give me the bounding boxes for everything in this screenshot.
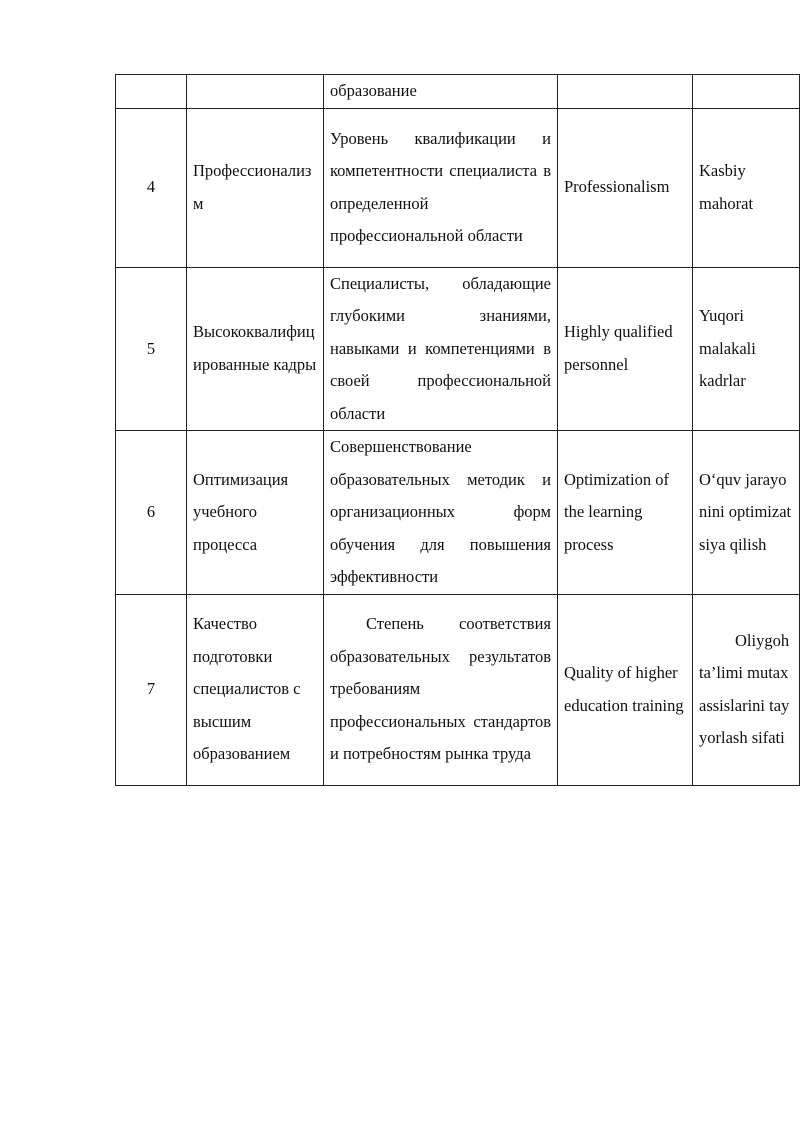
term-en-cell: Optimization of the learning process [558, 431, 693, 595]
glossary-table [115, 74, 800, 786]
row-number-cell: 6 [116, 431, 187, 595]
definition-cell: Степень соответствия образовательных результатов требованиям профессиональных стандартов и потребностям рынка труда [324, 594, 558, 785]
table-row [116, 267, 800, 431]
term-ru-cell: Высококвалифицированные кадры [187, 267, 324, 431]
definition-cell: Уровень квалификации и компетентности специалиста в определенной профессиональной области [324, 108, 558, 267]
term-ru-cell: Профессионализм [187, 108, 324, 267]
term-uz-cell: O‘quv jarayonini optimizatsiya qilish [693, 431, 800, 595]
term-uz-cell: Yuqori malakali kadrlar [693, 267, 800, 431]
term-ru-cell: Оптимизация учебного процесса [187, 431, 324, 595]
term-en-cell: Professionalism [558, 108, 693, 267]
term-en-cell: Highly qualified personnel [558, 267, 693, 431]
table-row [116, 431, 800, 595]
definition-cell: Специалисты, обладающие глубокими знаниями, навыками и компетенциями в своей профессиональной области [324, 267, 558, 431]
row-number-cell [116, 75, 187, 109]
table-row [116, 108, 800, 267]
definition-cell: Совершенствование образовательных методик и организационных форм обучения для повышения эффективности [324, 431, 558, 595]
term-uz-cell: Kasbiy mahorat [693, 108, 800, 267]
table-row [116, 75, 800, 109]
definition-cell: образование [324, 75, 558, 109]
term-en-cell [558, 75, 693, 109]
row-number-cell: 7 [116, 594, 187, 785]
row-number-cell: 5 [116, 267, 187, 431]
term-ru-cell: Качество подготовки специалистов с высшим образованием [187, 594, 324, 785]
table-row [116, 594, 800, 785]
row-number-cell: 4 [116, 108, 187, 267]
term-ru-cell [187, 75, 324, 109]
term-uz-cell [693, 75, 800, 109]
term-en-cell: Quality of higher education training [558, 594, 693, 785]
term-uz-cell: Oliygoh ta’limi mutaxassislarini tayyorlash sifati [693, 594, 800, 785]
